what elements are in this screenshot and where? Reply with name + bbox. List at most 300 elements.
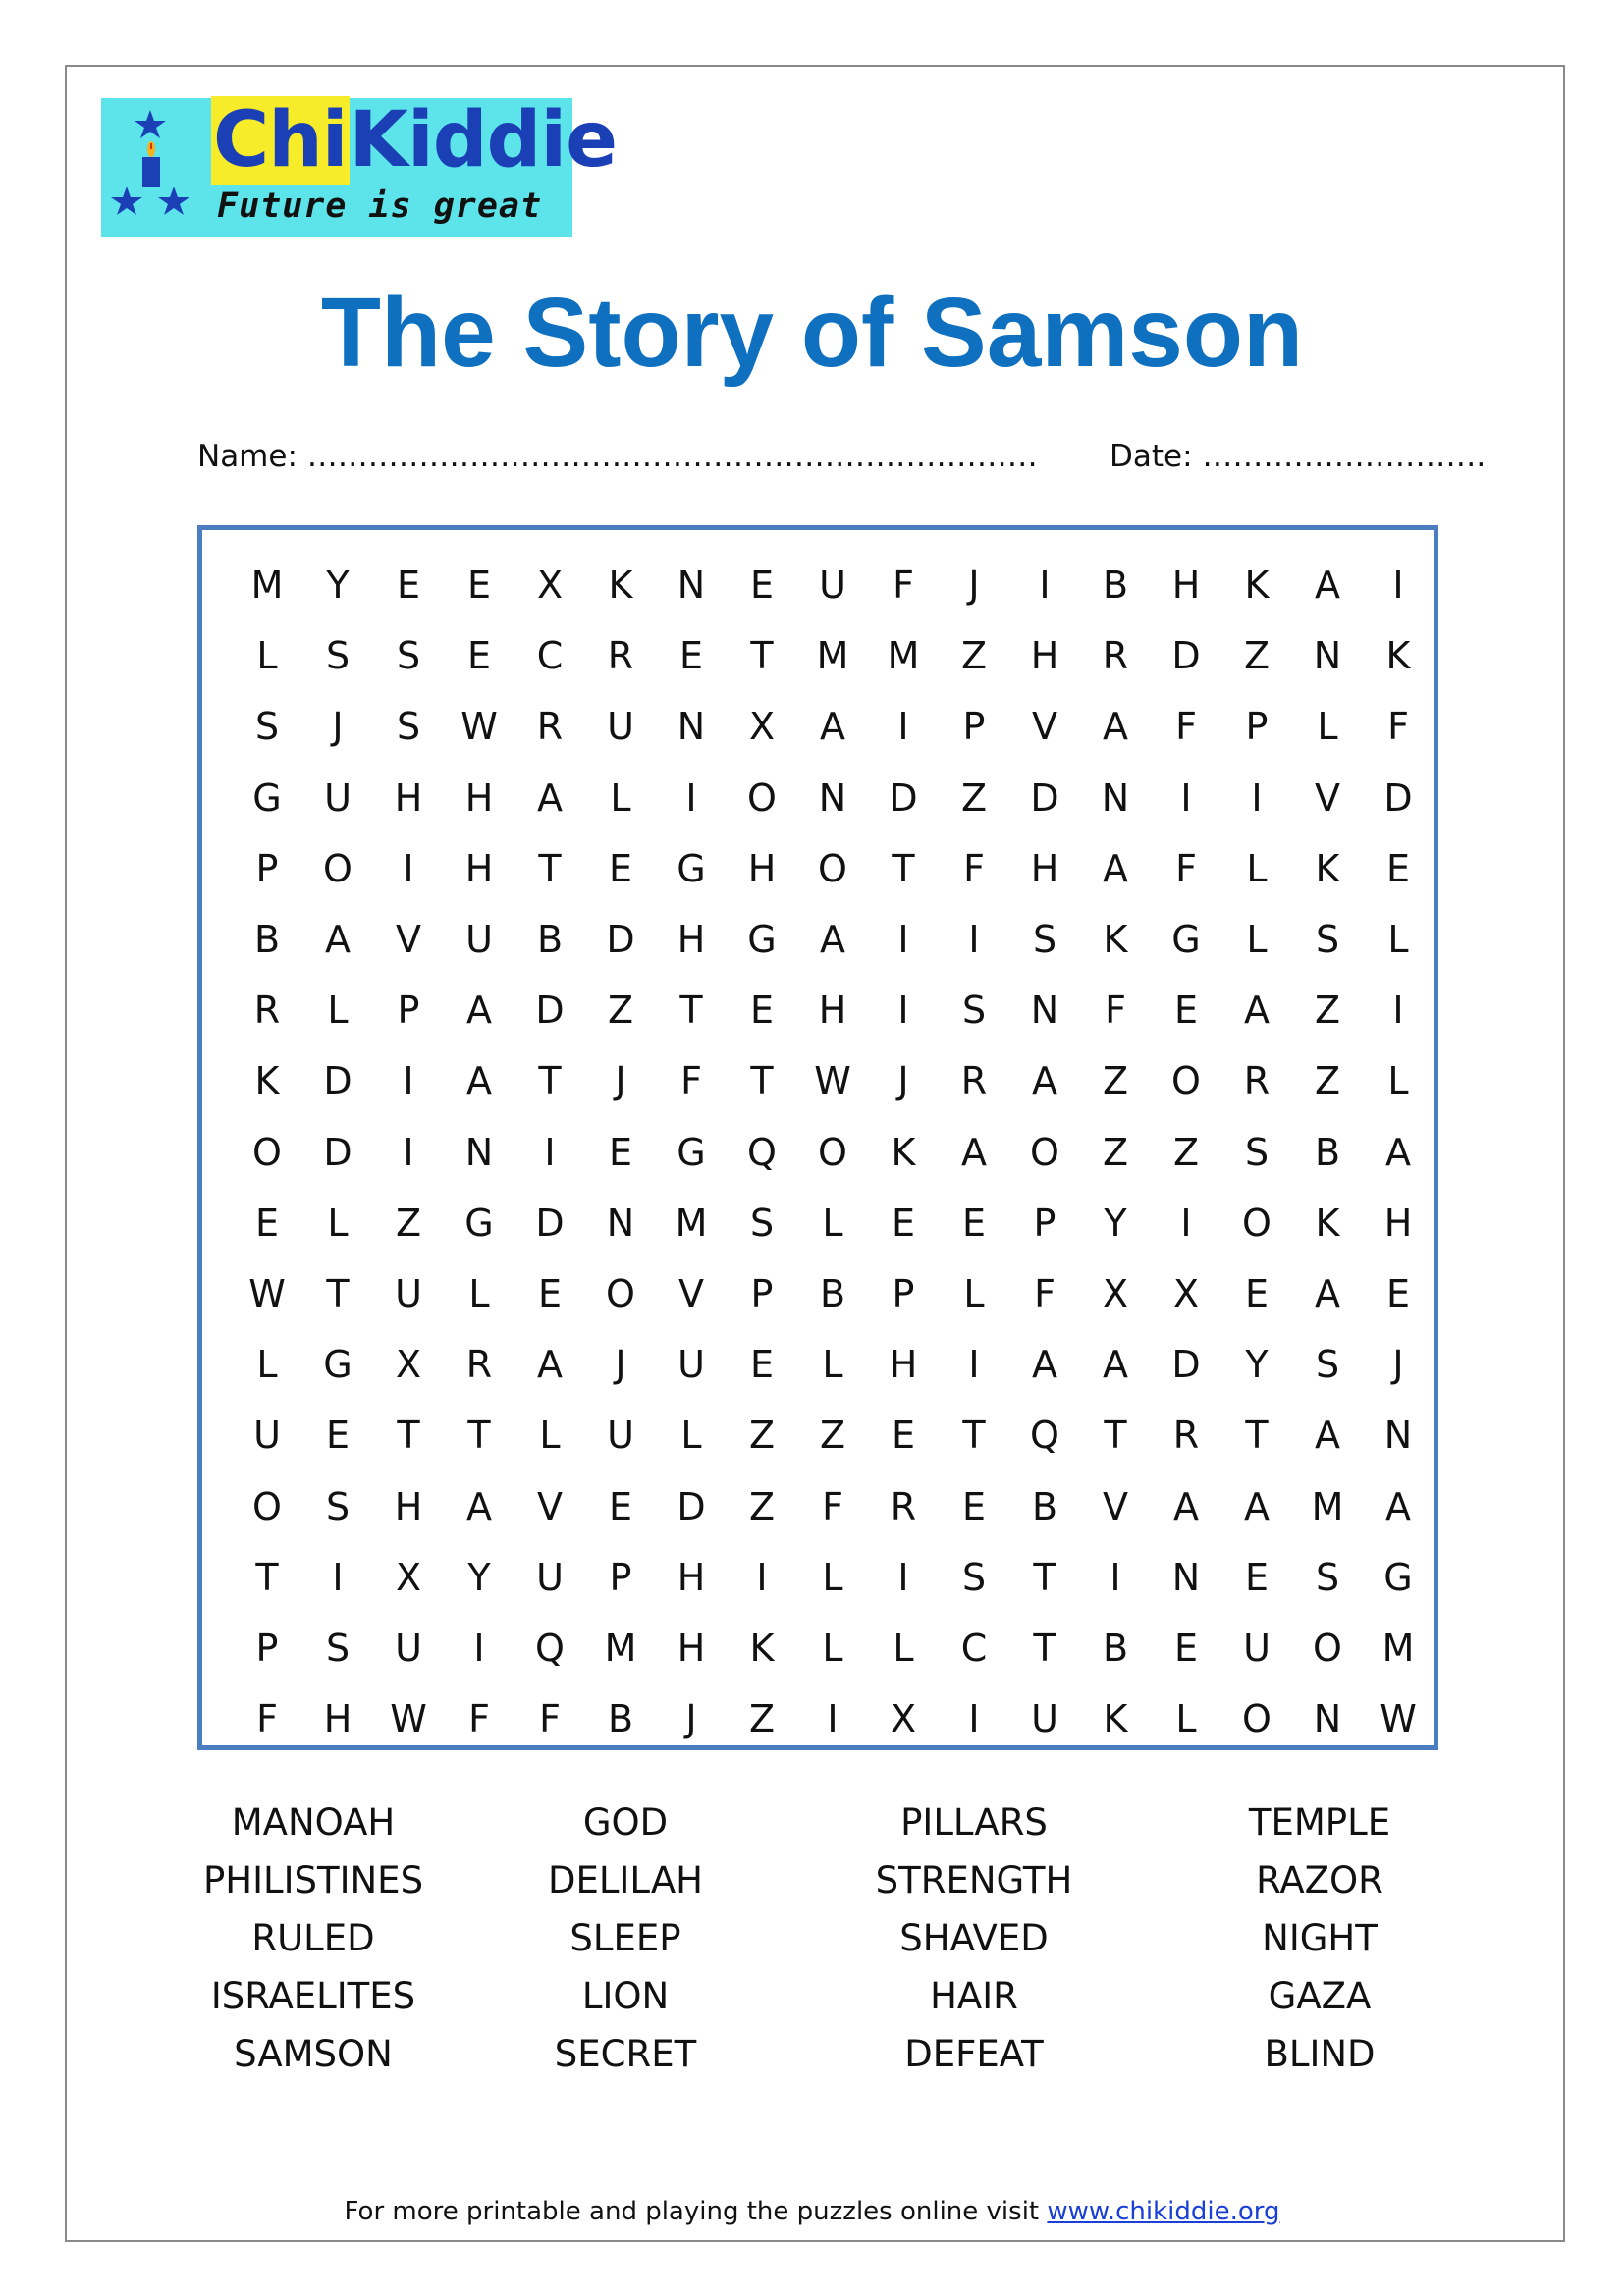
word-list-item: DEFEAT (904, 2033, 1044, 2075)
grid-letter: F (893, 563, 914, 608)
grid-letter: D (606, 918, 635, 962)
grid-letter: Z (395, 1201, 422, 1245)
grid-letter: A (1385, 1130, 1411, 1174)
grid-letter: W (248, 1271, 286, 1315)
date-field: Date: ………………………. (1110, 439, 1487, 474)
grid-letter: N (818, 775, 847, 820)
grid-letter: H (394, 775, 423, 820)
grid-letter: L (963, 1271, 985, 1315)
grid-letter: A (466, 1059, 492, 1103)
grid-letter: E (961, 1484, 986, 1528)
grid-letter: V (678, 1271, 704, 1315)
grid-letter: A (820, 918, 845, 962)
grid-letter: F (680, 1059, 702, 1103)
grid-letter: F (1175, 846, 1197, 890)
grid-letter: T (1033, 1626, 1056, 1670)
grid-letter: L (1387, 1059, 1409, 1103)
grid-letter: D (323, 1130, 352, 1174)
grid-letter: S (254, 705, 280, 749)
grid-letter: T (397, 1414, 420, 1458)
grid-letter: F (963, 846, 985, 890)
grid-letter: L (1317, 705, 1338, 749)
word-list-item: SLEEP (569, 1917, 681, 1959)
grid-letter: I (897, 1555, 909, 1599)
grid-letter: Q (535, 1626, 565, 1670)
grid-letter: A (1032, 1343, 1057, 1387)
grid-letter: S (1244, 1130, 1270, 1174)
grid-letter: L (1246, 846, 1268, 890)
grid-letter: I (897, 705, 909, 749)
grid-letter: T (1104, 1414, 1127, 1458)
grid-letter: I (1392, 988, 1404, 1033)
grid-letter: O (1242, 1697, 1272, 1741)
grid-letter: R (890, 1484, 917, 1528)
grid-letter: Y (1104, 1201, 1127, 1245)
grid-letter: T (962, 1414, 986, 1458)
grid-letter: T (255, 1555, 279, 1599)
grid-letter: L (610, 775, 631, 820)
grid-letter: W (390, 1697, 427, 1741)
grid-letter: T (679, 988, 703, 1033)
grid-letter: S (325, 1484, 351, 1528)
grid-letter: L (327, 1201, 349, 1245)
grid-letter: A (466, 1484, 492, 1528)
grid-letter: A (1385, 1484, 1411, 1528)
grid-letter: Z (960, 634, 988, 678)
grid-letter: J (897, 1059, 909, 1103)
grid-letter: E (608, 1484, 632, 1528)
grid-letter: A (537, 775, 563, 820)
grid-letter: P (255, 1626, 279, 1670)
grid-letter: K (608, 563, 633, 608)
grid-letter: W (814, 1059, 851, 1103)
grid-letter: O (1171, 1059, 1201, 1103)
grid-letter: N (1030, 988, 1059, 1033)
grid-letter: G (1171, 918, 1201, 962)
grid-letter: E (678, 634, 703, 678)
grid-letter: B (536, 918, 564, 962)
grid-letter: H (1030, 846, 1059, 890)
word-list-item: PHILISTINES (202, 1859, 424, 1901)
grid-letter: K (1103, 1697, 1128, 1741)
grid-letter: V (396, 918, 421, 962)
grid-letter: Z (1102, 1059, 1129, 1103)
grid-letter: Z (819, 1414, 846, 1458)
grid-letter: F (1034, 1271, 1056, 1315)
grid-letter: A (1315, 1271, 1340, 1315)
grid-letter: M (816, 634, 849, 678)
grid-letter: O (747, 775, 777, 820)
grid-letter: S (396, 634, 421, 678)
word-list-item: GAZA (1268, 1975, 1372, 2017)
grid-letter: S (325, 634, 351, 678)
grid-letter: Z (1172, 1130, 1200, 1174)
grid-letter: E (466, 634, 491, 678)
grid-letter: L (822, 1201, 843, 1245)
grid-letter: L (1246, 918, 1268, 962)
grid-letter: N (677, 563, 706, 608)
grid-letter: T (467, 1414, 491, 1458)
grid-letter: R (253, 988, 281, 1033)
grid-letter: J (615, 1059, 626, 1103)
grid-letter: X (1102, 1271, 1129, 1315)
grid-letter: P (750, 1271, 774, 1315)
word-list-item: TEMPLE (1248, 1801, 1391, 1843)
footer-text: For more printable and playing the puzzles online visit (344, 2197, 1048, 2226)
grid-letter: E (1244, 1555, 1269, 1599)
grid-letter: K (1244, 563, 1270, 608)
grid-letter: E (466, 563, 491, 608)
name-field: Name: ……………………………………………………………… (197, 439, 1038, 474)
grid-letter: V (537, 1484, 563, 1528)
grid-letter: A (325, 918, 351, 962)
grid-letter: E (1173, 988, 1198, 1033)
word-list-item: SECRET (554, 2033, 697, 2075)
grid-letter: E (749, 1343, 774, 1387)
grid-letter: U (253, 1414, 281, 1458)
grid-letter: H (1383, 1201, 1413, 1245)
grid-letter: K (1385, 634, 1411, 678)
grid-letter: U (1243, 1626, 1271, 1670)
grid-letter: I (1251, 775, 1263, 820)
website-link[interactable]: www.chikiddie.org (1047, 2197, 1280, 2226)
grid-letter: H (818, 988, 847, 1033)
grid-letter: I (897, 988, 909, 1033)
word-list-item: HAIR (930, 1975, 1018, 2017)
grid-letter: F (539, 1697, 561, 1741)
grid-letter: L (822, 1626, 843, 1670)
grid-letter: Z (748, 1697, 776, 1741)
word-list-item: PILLARS (900, 1801, 1048, 1843)
grid-letter: I (332, 1555, 344, 1599)
grid-letter: X (890, 1697, 917, 1741)
grid-letter: A (1244, 988, 1270, 1033)
grid-letter: S (961, 988, 987, 1033)
grid-letter: R (960, 1059, 988, 1103)
grid-letter: M (604, 1626, 637, 1670)
grid-letter: N (1383, 1414, 1413, 1458)
word-list (157, 1801, 1473, 2091)
grid-letter: K (1315, 1201, 1340, 1245)
letter-grid (232, 550, 1434, 1754)
grid-letter: J (332, 705, 344, 749)
grid-letter: D (677, 1484, 706, 1528)
grid-letter: I (1039, 563, 1051, 608)
grid-letter: G (323, 1343, 352, 1387)
grid-letter: B (1314, 1130, 1341, 1174)
grid-letter: K (1103, 918, 1128, 962)
grid-letter: R (536, 705, 564, 749)
grid-letter: A (820, 705, 845, 749)
grid-letter: O (1313, 1626, 1342, 1670)
grid-letter: F (1387, 705, 1409, 749)
grid-letter: O (252, 1130, 282, 1174)
grid-letter: I (827, 1697, 839, 1741)
grid-letter: D (535, 988, 565, 1033)
grid-letter: O (323, 846, 352, 890)
grid-letter: N (1171, 1555, 1201, 1599)
grid-letter: G (677, 846, 706, 890)
grid-letter: A (961, 1130, 987, 1174)
grid-letter: G (464, 1201, 494, 1245)
grid-letter: R (465, 1343, 493, 1387)
grid-letter: E (891, 1414, 915, 1458)
grid-letter: Z (748, 1484, 776, 1528)
grid-letter: D (889, 775, 918, 820)
grid-letter: I (968, 1697, 980, 1741)
grid-letter: D (1030, 775, 1059, 820)
grid-letter: S (1315, 1343, 1340, 1387)
grid-letter: M (1311, 1484, 1344, 1528)
grid-letter: F (1175, 705, 1197, 749)
grid-letter: P (255, 846, 279, 890)
grid-letter: R (1102, 634, 1129, 678)
grid-letter: K (254, 1059, 280, 1103)
grid-letter: E (1385, 846, 1410, 890)
grid-letter: W (460, 705, 498, 749)
grid-letter: B (1102, 563, 1129, 608)
grid-letter: O (606, 1271, 635, 1315)
word-list-item: NIGHT (1262, 1917, 1378, 1959)
grid-letter: D (1171, 1343, 1201, 1387)
word-list-item: SAMSON (234, 2033, 393, 2075)
grid-letter: F (1105, 988, 1126, 1033)
grid-letter: Z (1102, 1130, 1129, 1174)
word-list-item: SHAVED (899, 1917, 1049, 1959)
grid-letter: E (608, 1130, 632, 1174)
word-list-item: DELILAH (548, 1859, 703, 1901)
grid-letter: K (749, 1626, 775, 1670)
grid-letter: I (1110, 1555, 1121, 1599)
grid-letter: V (1103, 1484, 1128, 1528)
grid-letter: O (818, 1130, 847, 1174)
logo-tagline: Future is great (217, 187, 543, 226)
grid-letter: T (538, 1059, 562, 1103)
grid-letter: G (677, 1130, 706, 1174)
grid-letter: L (822, 1555, 843, 1599)
grid-letter: A (466, 988, 492, 1033)
footer (0, 2197, 1624, 2226)
grid-letter: I (1392, 563, 1404, 608)
grid-letter: Z (748, 1414, 776, 1458)
grid-letter: U (819, 563, 846, 608)
grid-letter: T (750, 1059, 774, 1103)
grid-letter: N (1101, 775, 1130, 820)
grid-letter: M (250, 563, 284, 608)
grid-letter: D (1171, 634, 1201, 678)
grid-letter: S (961, 1555, 987, 1599)
grid-letter: H (1171, 563, 1201, 608)
grid-letter: L (1175, 1697, 1197, 1741)
grid-letter: V (1032, 705, 1057, 749)
grid-letter: Y (1245, 1343, 1269, 1387)
grid-letter: Q (1030, 1414, 1059, 1458)
grid-letter: O (1030, 1130, 1059, 1174)
word-list-item: RULED (251, 1917, 375, 1959)
grid-letter: L (893, 1626, 914, 1670)
grid-letter: X (1172, 1271, 1200, 1315)
grid-letter: M (675, 1201, 708, 1245)
grid-letter: X (395, 1343, 422, 1387)
grid-letter: U (607, 705, 634, 749)
grid-letter: M (887, 634, 920, 678)
chikiddie-logo (101, 96, 617, 237)
grid-letter: H (747, 846, 777, 890)
grid-letter: E (891, 1201, 915, 1245)
grid-letter: J (968, 563, 980, 608)
grid-letter: Z (607, 988, 634, 1033)
grid-letter: U (465, 918, 493, 962)
grid-letter: L (680, 1414, 702, 1458)
grid-letter: Z (1314, 1059, 1341, 1103)
grid-letter: Y (326, 563, 350, 608)
grid-letter: H (464, 846, 494, 890)
grid-letter: D (323, 1059, 352, 1103)
grid-letter: H (889, 1343, 918, 1387)
grid-letter: E (749, 563, 774, 608)
grid-letter: F (822, 1484, 843, 1528)
grid-letter: H (394, 1484, 423, 1528)
grid-letter: E (961, 1201, 986, 1245)
grid-letter: K (1315, 846, 1340, 890)
grid-letter: I (403, 846, 414, 890)
grid-letter: A (537, 1343, 563, 1387)
logo-brand-rest: Kiddie (349, 96, 617, 185)
grid-letter: X (536, 563, 564, 608)
grid-letter: E (396, 563, 420, 608)
word-list-item: RAZOR (1256, 1859, 1383, 1901)
grid-letter: L (1387, 918, 1409, 962)
grid-letter: E (1244, 1271, 1269, 1315)
grid-letter: J (1392, 1343, 1404, 1387)
grid-letter: A (1315, 1414, 1340, 1458)
grid-letter: E (254, 1201, 279, 1245)
grid-letter: P (962, 705, 986, 749)
grid-letter: I (544, 1130, 556, 1174)
grid-letter: Q (747, 1130, 777, 1174)
grid-letter: H (677, 1626, 706, 1670)
grid-letter: U (607, 1414, 634, 1458)
grid-letter: M (1381, 1626, 1415, 1670)
grid-letter: R (607, 634, 634, 678)
grid-letter: Z (1243, 634, 1271, 678)
grid-letter: I (756, 1555, 768, 1599)
grid-letter: R (1172, 1414, 1200, 1458)
grid-letter: A (1103, 1343, 1128, 1387)
grid-letter: A (1103, 705, 1128, 749)
grid-letter: O (1242, 1201, 1272, 1245)
grid-letter: D (1383, 775, 1413, 820)
grid-letter: H (464, 775, 494, 820)
grid-letter: B (1031, 1484, 1058, 1528)
grid-letter: B (607, 1697, 634, 1741)
grid-letter: S (325, 1626, 351, 1670)
grid-letter: T (1033, 1555, 1056, 1599)
grid-letter: E (537, 1271, 562, 1315)
grid-letter: L (327, 988, 349, 1033)
grid-letter: G (252, 775, 282, 820)
grid-letter: P (1033, 1201, 1056, 1245)
grid-letter: T (750, 634, 774, 678)
grid-letter: J (685, 1697, 697, 1741)
grid-letter: A (1103, 846, 1128, 890)
grid-letter: C (960, 1626, 988, 1670)
word-list-item: STRENGTH (875, 1859, 1073, 1901)
word-list-item: BLIND (1264, 2033, 1376, 2075)
grid-letter: U (395, 1626, 422, 1670)
grid-letter: N (606, 1201, 635, 1245)
grid-letter: Z (1314, 988, 1341, 1033)
grid-letter: B (253, 918, 281, 962)
grid-letter: S (749, 1201, 775, 1245)
grid-letter: B (819, 1271, 846, 1315)
word-list-item: MANOAH (231, 1801, 396, 1843)
grid-letter: W (1380, 1697, 1417, 1741)
logo-brand-highlight: Chi (213, 96, 348, 185)
grid-letter: H (677, 918, 706, 962)
grid-letter: B (1102, 1626, 1129, 1670)
word-list-item: GOD (582, 1801, 669, 1843)
grid-letter: I (968, 1343, 980, 1387)
grid-letter: L (256, 634, 278, 678)
grid-letter: I (897, 918, 909, 962)
grid-letter: U (536, 1555, 564, 1599)
grid-letter: N (464, 1130, 494, 1174)
grid-letter: U (324, 775, 352, 820)
grid-letter: U (677, 1343, 705, 1387)
grid-letter: I (403, 1130, 414, 1174)
word-list-item: ISRAELITES (210, 1975, 416, 2017)
grid-letter: E (1173, 1626, 1198, 1670)
grid-letter: L (256, 1343, 278, 1387)
grid-letter: L (539, 1414, 561, 1458)
grid-letter: R (1243, 1059, 1271, 1103)
grid-letter: Y (467, 1555, 491, 1599)
grid-letter: G (1383, 1555, 1413, 1599)
grid-letter: X (395, 1555, 422, 1599)
grid-letter: I (968, 918, 980, 962)
grid-letter: F (256, 1697, 278, 1741)
grid-letter: T (892, 846, 915, 890)
grid-letter: S (396, 705, 421, 749)
grid-letter: L (468, 1271, 490, 1315)
grid-letter: A (1244, 1484, 1270, 1528)
grid-letter: P (397, 988, 420, 1033)
grid-letter: I (473, 1626, 485, 1670)
grid-letter: N (677, 705, 706, 749)
grid-letter: V (1315, 775, 1340, 820)
grid-letter: J (615, 1343, 626, 1387)
grid-letter: E (1385, 1271, 1410, 1315)
grid-letter: I (403, 1059, 414, 1103)
grid-letter: E (749, 988, 774, 1033)
grid-letter: T (1245, 1414, 1269, 1458)
grid-letter: H (677, 1555, 706, 1599)
grid-letter: I (1180, 775, 1192, 820)
grid-letter: F (468, 1697, 490, 1741)
grid-letter: L (822, 1343, 843, 1387)
logo-brand (211, 96, 617, 185)
grid-letter: D (535, 1201, 565, 1245)
grid-letter: N (1313, 1697, 1342, 1741)
word-list-item: LION (581, 1975, 670, 2017)
grid-letter: E (608, 846, 632, 890)
grid-letter: P (1245, 705, 1269, 749)
grid-letter: H (323, 1697, 352, 1741)
grid-letter: C (536, 634, 564, 678)
grid-letter: S (1315, 1555, 1340, 1599)
grid-letter: A (1032, 1059, 1057, 1103)
